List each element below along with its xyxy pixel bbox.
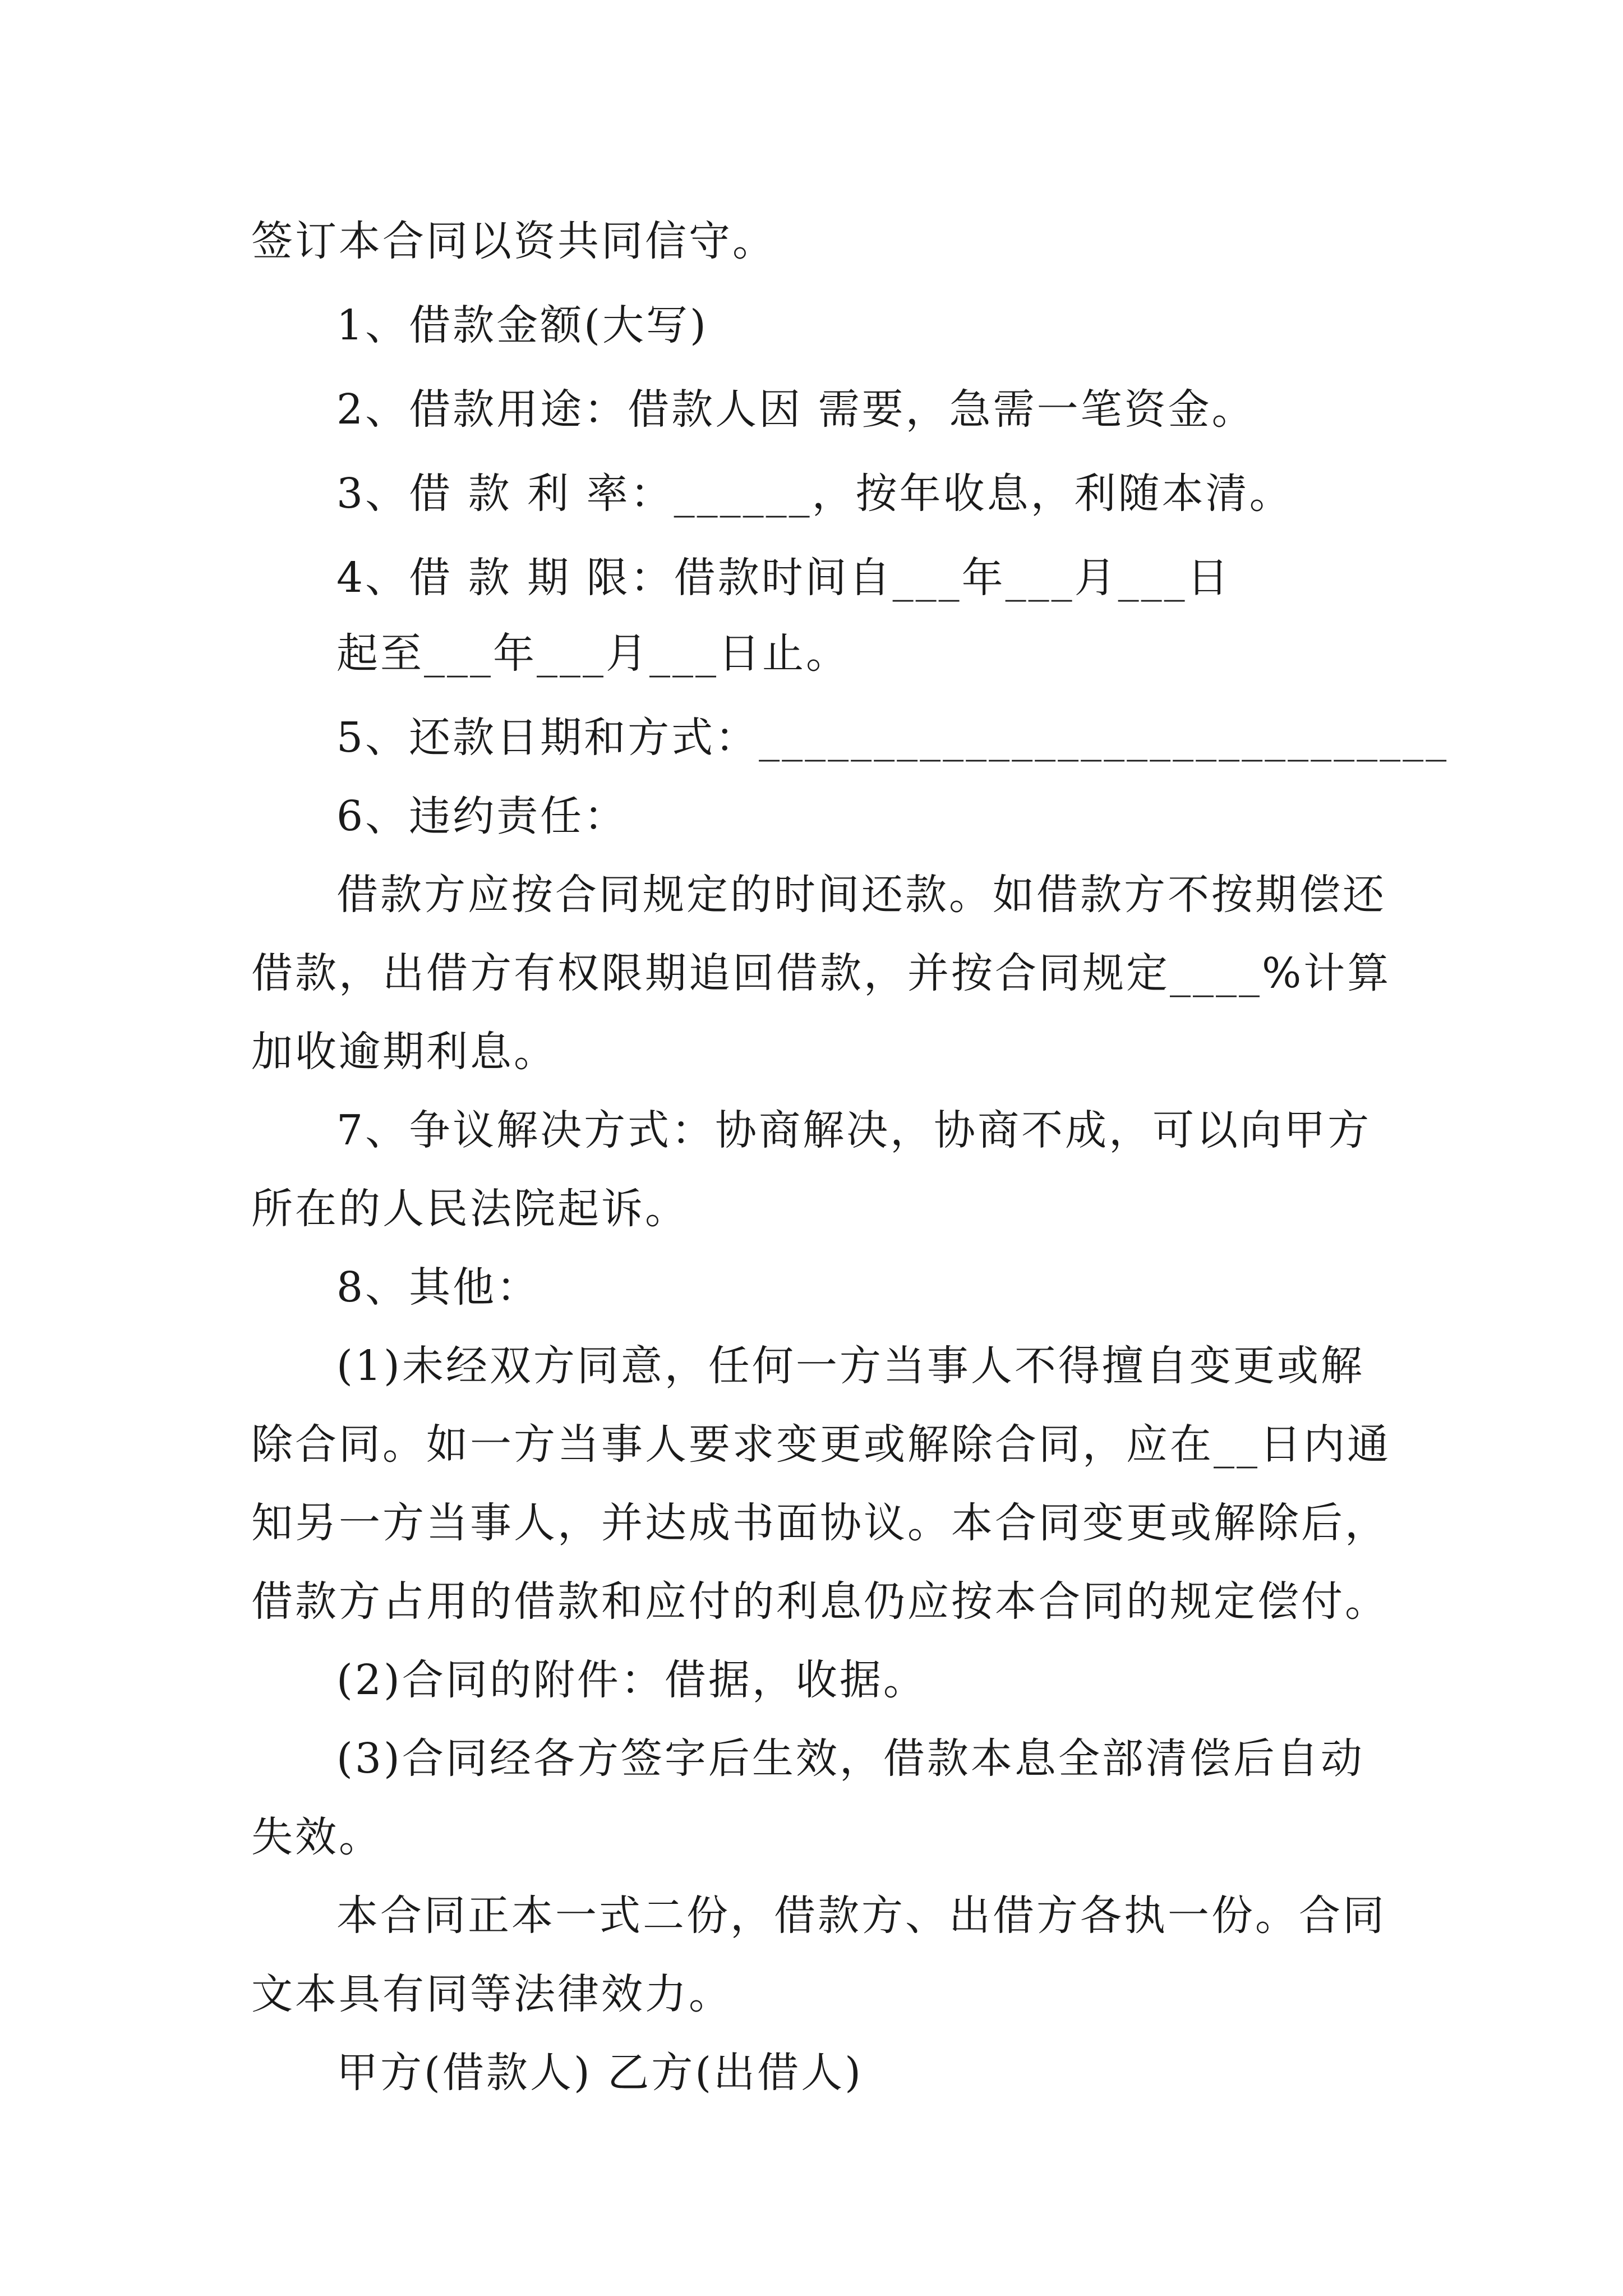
clause-1-loan-amount: 1、借款金额(大写): [336, 301, 708, 349]
clause-6-liability: 6、违约责任：: [336, 792, 628, 840]
signature-parties: 甲方(借款人) 乙方(出借人): [336, 2049, 864, 2097]
clause-8-other: 8、其他：: [336, 1263, 541, 1312]
clause-2-loan-purpose: 2、借款用途：借款人因 需要，急需一笔资金。: [336, 385, 1256, 434]
clause-5-repayment: 5、还款日期和方式：______________________________: [336, 714, 1449, 762]
text-line-10: 借款，出借方有权限期追回借款，并按合同规定____%计算: [251, 949, 1391, 997]
subclause-1: (1)未经双方同意，任何一方当事人不得擅自变更或解: [336, 1342, 1364, 1390]
text-line-1: 签订本合同以资共同信守。: [251, 217, 776, 265]
text-line-17: 知另一方当事人，并达成书面协议。本合同变更或解除后，: [251, 1499, 1389, 1547]
subclause-3: (3)合同经各方签字后生效，借款本息全部清偿后自动: [336, 1734, 1364, 1783]
clause-3-interest-rate: 3、借 款 利 率：______，按年收息，利随本清。: [336, 470, 1293, 518]
text-line-23: 文本具有同等法律效力。: [251, 1970, 732, 2018]
clause-4-loan-term: 4、借 款 期 限：借款时间自___年___月___日: [336, 554, 1231, 602]
text-line-13: 所在的人民法院起诉。: [251, 1185, 689, 1233]
text-line-21: 失效。: [251, 1813, 382, 1861]
text-line-16: 除合同。如一方当事人要求变更或解除合同，应在__日内通: [251, 1420, 1391, 1469]
text-line-18: 借款方占用的借款和应付的利息仍应按本合同的规定偿付。: [251, 1577, 1389, 1626]
text-line-9: 借款方应按合同规定的时间还款。如借款方不按期偿还: [336, 871, 1386, 919]
text-line-22: 本合同正本一式二份，借款方、出借方各执一份。合同: [336, 1892, 1386, 1940]
clause-4-loan-term-cont: 起至___年___月___日止。: [336, 629, 850, 678]
clause-7-dispute: 7、争议解决方式：协商解决，协商不成，可以向甲方: [336, 1106, 1372, 1154]
text-line-11: 加收逾期利息。: [251, 1028, 557, 1076]
subclause-2: (2)合同的附件：借据，收据。: [336, 1656, 927, 1704]
